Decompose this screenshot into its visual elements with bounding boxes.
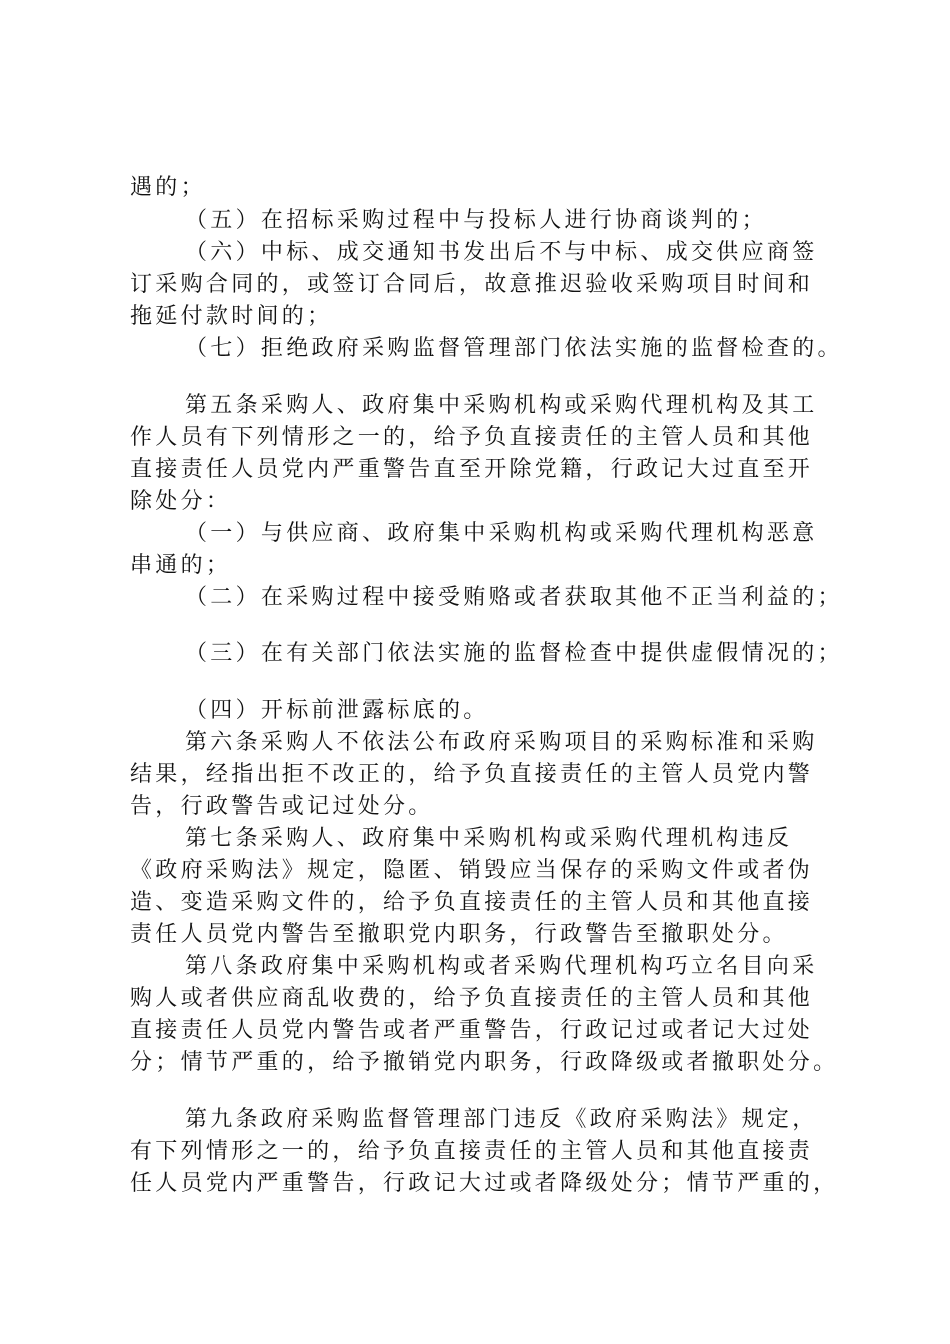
text-line: 有下列情形之一的，给予负直接责任的主管人员和其他直接责 bbox=[130, 1139, 814, 1164]
text-line: （三）在有关部门依法实施的监督检查中提供虚假情况的； bbox=[185, 641, 843, 666]
text-line: 造、变造采购文件的，给予负直接责任的主管人员和其他直接 bbox=[130, 890, 814, 915]
text-line: 作人员有下列情形之一的，给予负直接责任的主管人员和其他 bbox=[130, 425, 814, 450]
text-line: 任人员党内严重警告，行政记大过或者降级处分；情节严重的， bbox=[130, 1171, 839, 1196]
text-line: 《政府采购法》规定，隐匿、销毁应当保存的采购文件或者伪 bbox=[130, 858, 814, 883]
text-line: 第七条采购人、政府集中采购机构或采购代理机构违反 bbox=[185, 826, 793, 851]
text-line: 订采购合同的，或签订合同后，故意推迟验收采购项目时间和 bbox=[130, 272, 814, 297]
text-line: 购人或者供应商乱收费的，给予负直接责任的主管人员和其他 bbox=[130, 986, 814, 1011]
text-line: （一）与供应商、政府集中采购机构或采购代理机构恶意 bbox=[185, 521, 818, 546]
text-line: 责任人员党内警告至撤职党内职务，行政警告至撤职处分。 bbox=[130, 922, 788, 947]
text-line: （六）中标、成交通知书发出后不与中标、成交供应商签 bbox=[185, 240, 818, 265]
text-line: 直接责任人员党内严重警告直至开除党籍，行政记大过直至开 bbox=[130, 457, 814, 482]
text-line: 直接责任人员党内警告或者严重警告，行政记过或者记大过处 bbox=[130, 1018, 814, 1043]
text-line: 串通的； bbox=[130, 553, 232, 578]
text-line: 第九条政府采购监督管理部门违反《政府采购法》规定， bbox=[185, 1107, 818, 1132]
text-line: （七）拒绝政府采购监督管理部门依法实施的监督检查的。 bbox=[185, 336, 843, 361]
text-line: 第五条采购人、政府集中采购机构或采购代理机构及其工 bbox=[185, 393, 818, 418]
text-line: 第八条政府集中采购机构或者采购代理机构巧立名目向采 bbox=[185, 954, 818, 979]
text-line: 拖延付款时间的； bbox=[130, 304, 333, 329]
text-line: （四）开标前泄露标底的。 bbox=[185, 698, 489, 723]
text-line: （五）在招标采购过程中与投标人进行协商谈判的； bbox=[185, 208, 767, 233]
text-line: 除处分： bbox=[130, 489, 232, 514]
text-line: 分；情节严重的，给予撤销党内职务，行政降级或者撤职处分。 bbox=[130, 1050, 839, 1075]
text-line: 第六条采购人不依法公布政府采购项目的采购标准和采购 bbox=[185, 730, 818, 755]
text-line: 告，行政警告或记过处分。 bbox=[130, 794, 434, 819]
text-line: 结果，经指出拒不改正的，给予负直接责任的主管人员党内警 bbox=[130, 762, 814, 787]
text-line: 遇的； bbox=[130, 175, 206, 200]
text-line: （二）在采购过程中接受贿赂或者获取其他不正当利益的； bbox=[185, 585, 843, 610]
